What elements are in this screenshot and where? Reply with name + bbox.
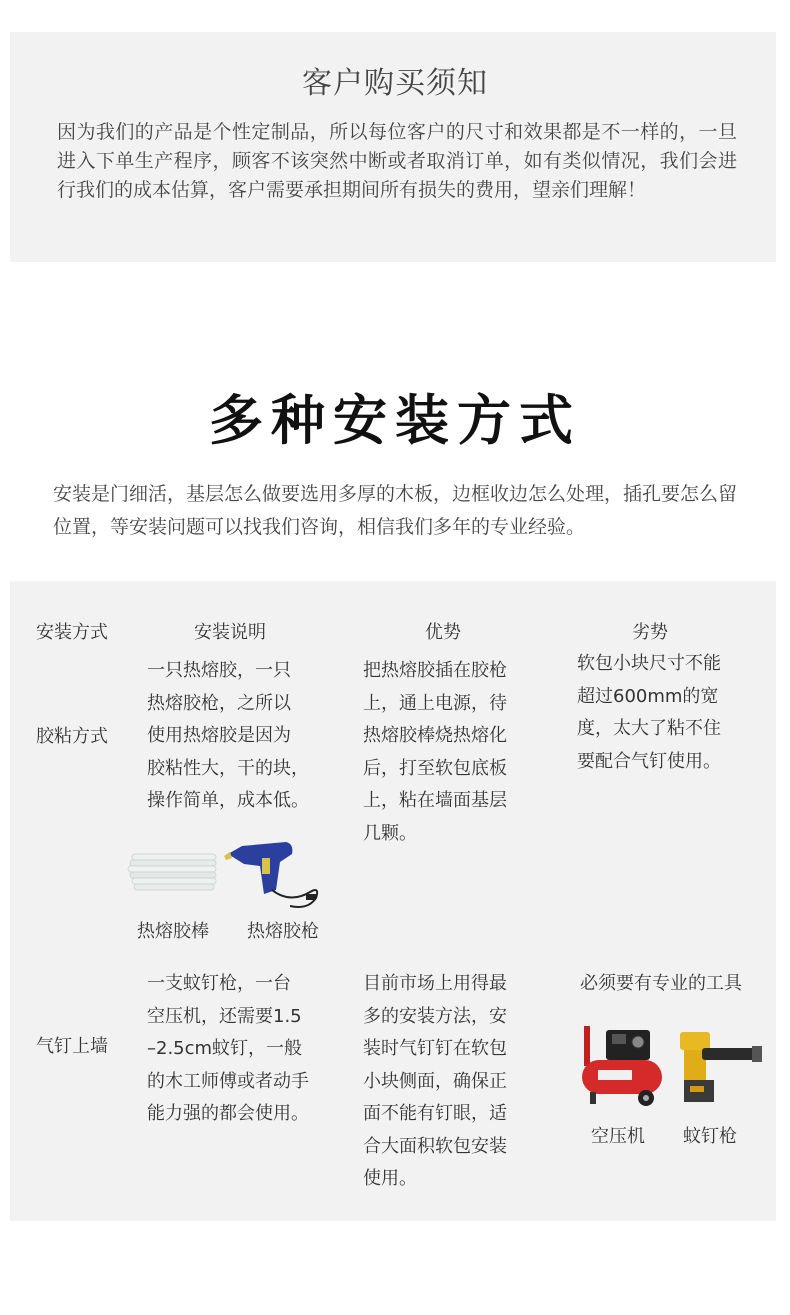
image-caption: 空压机 [591, 1126, 645, 1147]
text-line: 的木工师傅或者动手 [147, 1070, 309, 1092]
text-line: 使用。 [363, 1168, 417, 1189]
text-line: –2.5cm蚊钉，一般 [147, 1038, 303, 1059]
text-line: 热熔胶枪，之所以 [147, 692, 291, 714]
row-disadvantages [577, 648, 757, 778]
glue-stick-image [126, 846, 221, 898]
text-line: 软包小块尺寸不能 [577, 653, 721, 674]
text-line: 要配合气钉使用。 [577, 750, 721, 772]
text-line: 超过600mm的宽 [577, 685, 719, 707]
text-line: 合大面积软包安装 [363, 1135, 507, 1157]
nail-gun-image [676, 1026, 766, 1108]
text-line: 小块侧面，确保正 [363, 1070, 507, 1092]
header-description: 安装说明 [194, 622, 266, 643]
text-line: 使用热熔胶是因为 [147, 725, 291, 746]
text-line: 必须要有专业的工具 [580, 973, 742, 994]
notice-title: 客户购买须知 [302, 66, 488, 101]
text-line: 上，粘在墙面基层 [363, 790, 507, 811]
text-line: 后，打至软包底板 [363, 757, 507, 779]
text-line: 把热熔胶插在胶枪 [363, 660, 507, 681]
text-line: 度，太大了粘不住 [577, 718, 721, 739]
image-caption: 蚊钉枪 [683, 1126, 737, 1147]
text-line: 一支蚊钉枪，一台 [147, 973, 291, 994]
header-disadvantages: 劣势 [632, 622, 668, 643]
text-line: 空压机，还需要1.5 [147, 1005, 302, 1027]
text-line: 能力强的都会使用。 [147, 1103, 309, 1124]
row-method: 胶粘方式 [36, 726, 108, 747]
glue-gun-image [220, 832, 330, 914]
row-description [147, 655, 347, 818]
row-disadvantages [580, 968, 770, 1001]
image-caption: 热熔胶棒 [137, 921, 209, 942]
text-line: 目前市场上用得最 [363, 973, 507, 994]
section-intro: 安装是门细活，基层怎么做要选用多厚的木板，边框收边怎么处理，插孔要怎么留位置，等安装问题可以找我们咨询，相信我们多年的专业经验。 [53, 483, 738, 538]
text-line: 上，通上电源，待 [363, 692, 507, 714]
text-line: 几颗。 [363, 822, 417, 844]
text-line: 操作简单，成本低。 [147, 790, 309, 811]
text-line: 多的安装方法，安 [363, 1005, 507, 1027]
notice-body: 因为我们的产品是个性定制品，所以每位客户的尺寸和效果都是不一样的，一旦进入下单生产程序，顾客不该突然中断或者取消订单，如有类似情况，我们会进行我们的成本估算，客户需要承担期间所有损失的费用，望亲们理解！ [57, 121, 737, 201]
row-advantages [363, 655, 543, 850]
section-title: 多种安装方式 [209, 388, 581, 452]
text-line: 面不能有钉眼，适 [363, 1103, 507, 1124]
text-line: 装时气钉钉在软包 [363, 1038, 507, 1059]
row-description [147, 968, 347, 1131]
text-line: 热熔胶棒烧热熔化 [363, 725, 507, 746]
row-advantages [363, 968, 543, 1196]
header-method: 安装方式 [36, 622, 108, 643]
row-method: 气钉上墙 [36, 1036, 108, 1057]
header-advantages: 优势 [425, 622, 461, 643]
image-caption: 热熔胶枪 [247, 921, 319, 942]
air-compressor-image [576, 1020, 666, 1108]
text-line: 一只热熔胶，一只 [147, 660, 291, 681]
text-line: 胶粘性大，干的块， [147, 757, 309, 779]
